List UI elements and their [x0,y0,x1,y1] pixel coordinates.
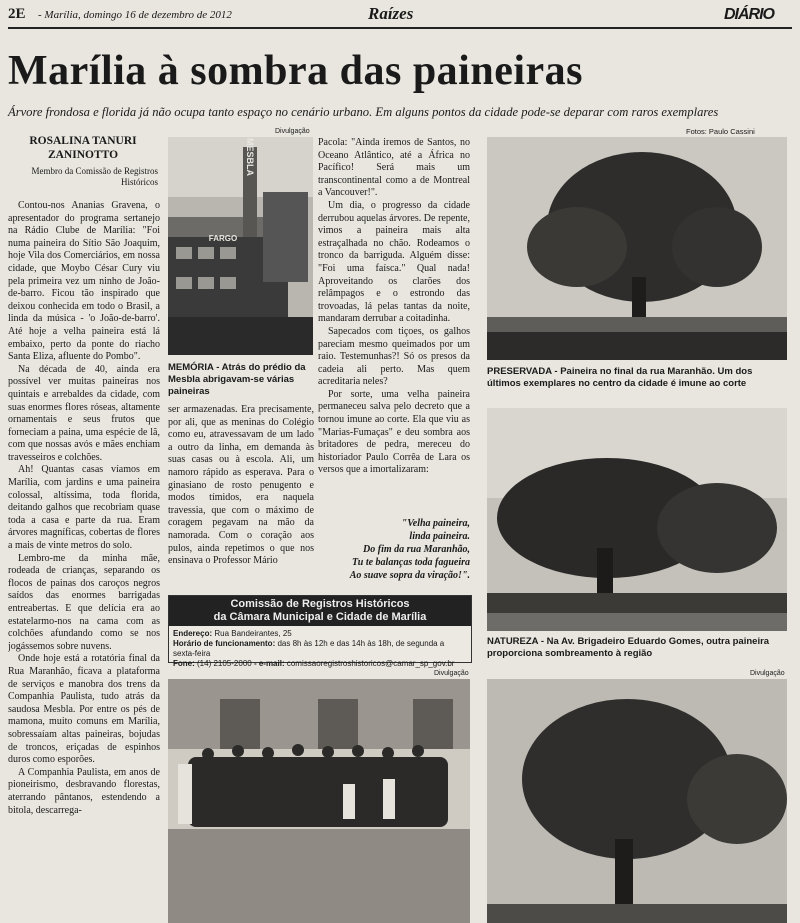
hours-label: Horário de funcionamento: [173,639,276,648]
paragraph: Onde hoje está a rotatória final da Rua Maranhão, ficava a plataforma de serviços e manobra dos trens da Companhia Paulista, tudo atrás da saudosa Mesbla. Por entre os pés de mamona, muito comuns em Marília, sobressaíam altas paineiras, bojudas de troncos, eriçadas de espinhos duros como esporões. [8,653,160,766]
poem-line: linda paineira. [409,531,470,542]
email-value: comissaoregistroshistoricos@camar_sp_gov.br [284,659,455,668]
address-value: Rua Bandeirantes, 25 [212,629,292,638]
fargo-sign: FARGO [208,234,238,243]
info-box-title-line: da Câmara Municipal e Cidade de Marília [213,611,427,623]
info-box-title [169,596,471,626]
paineira-brigadeiro-photo [487,408,787,631]
poem-line: "Velha paineira, [401,518,470,529]
poem-line: Do fim da rua Maranhão, [363,544,470,555]
caption-bold: PRESERVADA [487,366,552,377]
phone-label: Fone: [173,659,195,668]
paragraph: Lembro-me da minha mãe, rodeada de crianças, separando os flocos de painas dos caroços negros saídos das enormes barrigadas entreabertas. E que delícia era ao estatelarmo-nos na cama com as colchões afundando como se nos jogássemos sobre nuvens. [8,552,160,652]
paineira-tree-photo [487,679,787,923]
paragraph: Sapecados com tiçoes, os galhos pareciam mesmo queimados por um raio. Testemunhas?! Só os presos da cadeia ali perto. Mas quem acreditaria neles? [318,325,470,388]
caption-bold: MEMÓRIA [168,362,214,373]
mesbla-sign: MESBLA [245,138,255,176]
info-address [173,629,467,639]
page-number: 2E [8,6,26,22]
paragraph: A Companhia Paulista, em anos de pioneirismo, desbravando florestas, aterrando pântanos, estendendo a bitola, descarrega- [8,766,160,816]
photo-right1-caption [487,366,787,390]
paragraph: Ah! Quantas casas víamos em Marília, com jardins e uma paineira colossal, altíssima, toda florida, deitando galhos que recobriam quase toda a casa e parte da rua. Eram árvores magníficas, cobertas de flores a mais de vinte metros do solo. [8,464,160,552]
paragraph: Contou-nos Ananias Gravena, o apresentador do programa sertanejo na Rádio Clube de Marília: "Foi numa paineira do Sítio São Joaquim, hoje Vila dos Comerciários, em nossa cidade, que Moybo César Cury viu pela primeira vez um ninho de João-de-barro. Ficou tão inspirado que deixou conhecida em todo o Brasil, a linda da música - 'o João-de-barro'. Até hoje a velha paineira está lá embaixo, perto da ponte do riacho Santa Eliza, afluente do Pombo". [8,200,160,363]
email-label: - e-mail: [251,659,285,668]
caption-text: - Na Av. Brigadeiro Eduardo Gomes, outra paineira proporciona sombreamento à região [487,636,770,659]
address-label: Endereço: [173,629,213,638]
photo-credit: Divulgação [275,128,310,135]
author-name: ROSALINA TANURI ZANINOTTO [29,135,137,161]
hours-value: das 8h às 12h e das 14h às 18h, de segunda a sexta-feira [173,639,445,658]
header-rule [8,27,792,29]
info-box-body [169,626,471,672]
subheadline: Árvore frondosa e florida já não ocupa tanto espaço no cenário urbano. Em alguns pontos da cidade pode-se deparar com raros exemplares [8,105,719,119]
paineira-maranhao-photo [487,137,787,360]
photo1-caption [168,362,313,398]
group-photo [168,679,470,923]
paragraph: Na década de 40, ainda era possível ver muitas paineiras nos quintais e arrebaldes da cidade, com suas enormes flores róseas, altamente ornamentais e seus frutos que forneciam a paina, uma espécie de lã, com que nossas avós e mães enchiam travesseiros e colchões. [8,363,160,463]
info-contact [173,659,467,669]
paragraph: Pacola: "Ainda iremos de Santos, no Oceano Atlântico, até a África no Pacífico! Será mais um transcontinental como a de Montreal a Vancouver!". [318,137,470,199]
mesbla-building-photo [168,137,313,355]
date-line: - Marília, domingo 16 de dezembro de 2012 [38,9,232,21]
info-box [168,595,472,668]
author-role: Membro da Comissão de Registros Históricos [31,166,158,187]
photo-right2-caption [487,636,787,660]
poem-line: Tu te balanças toda fagueira [352,557,470,568]
caption-bold: NATUREZA [487,636,539,647]
section-name: Raízes [368,4,414,23]
info-hours [173,639,467,659]
poem-line: Ao suave sopra da viração!". [349,570,470,581]
paragraph: Um dia, o progresso da cidade derrubou aquelas árvores. De repente, vimos a paineira mais alta estraçalhada no chão. Rodeamos o tronco da barriguda. Alguém disse: "Foi uma faísca." Qual nada! Aproveitando os clarões dos relâmpagos e o estrondo das trovoadas, lá pelas tantas da noite, mandaram derrubar a coitadinha. [318,199,470,325]
caption-text: - Atrás do prédio da Mesbla abrigavam-se várias paineiras [168,362,306,397]
poem [318,517,470,582]
newspaper-logo: DIÁRIO [724,6,774,23]
headline: Marília à sombra das paineiras [8,48,584,94]
caption-text: - Paineira no final da rua Maranhão. Um dos últimos exemplares no centro da cidade é imune ao corte [487,366,753,389]
article-column-2 [168,404,314,584]
paragraph: ser armazenadas. Era precisamente, por ali, que as meninas do Colégio como eu, atravessavam de um lado a outro da linha, em demanda às suas casas ou à escola. Ali, um namoro rápido as esperava. Para o ginasiano de rosto penugento e modos tímidos, era naquela travessia, que com o máximo de coragem pegavam na mão da namorada. Com o coração aos pulos, ainda repetimos o que nos ensinava o Professor Mário [168,404,314,567]
photo-credit-main: Fotos: Paulo Cassini [686,127,755,136]
article-column-1 [8,200,160,923]
paragraph: Por sorte, uma velha paineira permaneceu salva pelo decreto que a tornou imune ao corte. Ela que viu as "Marias-Fumaças" e deu sombra aos britadores de pedra, mereceu do historiador Paulo Corrêa de Lara os versos que a imortalizaram: [318,388,470,476]
photo-credit: Divulgação [434,670,469,677]
photo-credit: Divulgação [750,670,785,677]
info-box-title-line: Comissão de Registros Históricos [230,598,410,610]
phone-value: (14) 2105-2000 [194,659,252,668]
article-column-3 [318,137,470,517]
